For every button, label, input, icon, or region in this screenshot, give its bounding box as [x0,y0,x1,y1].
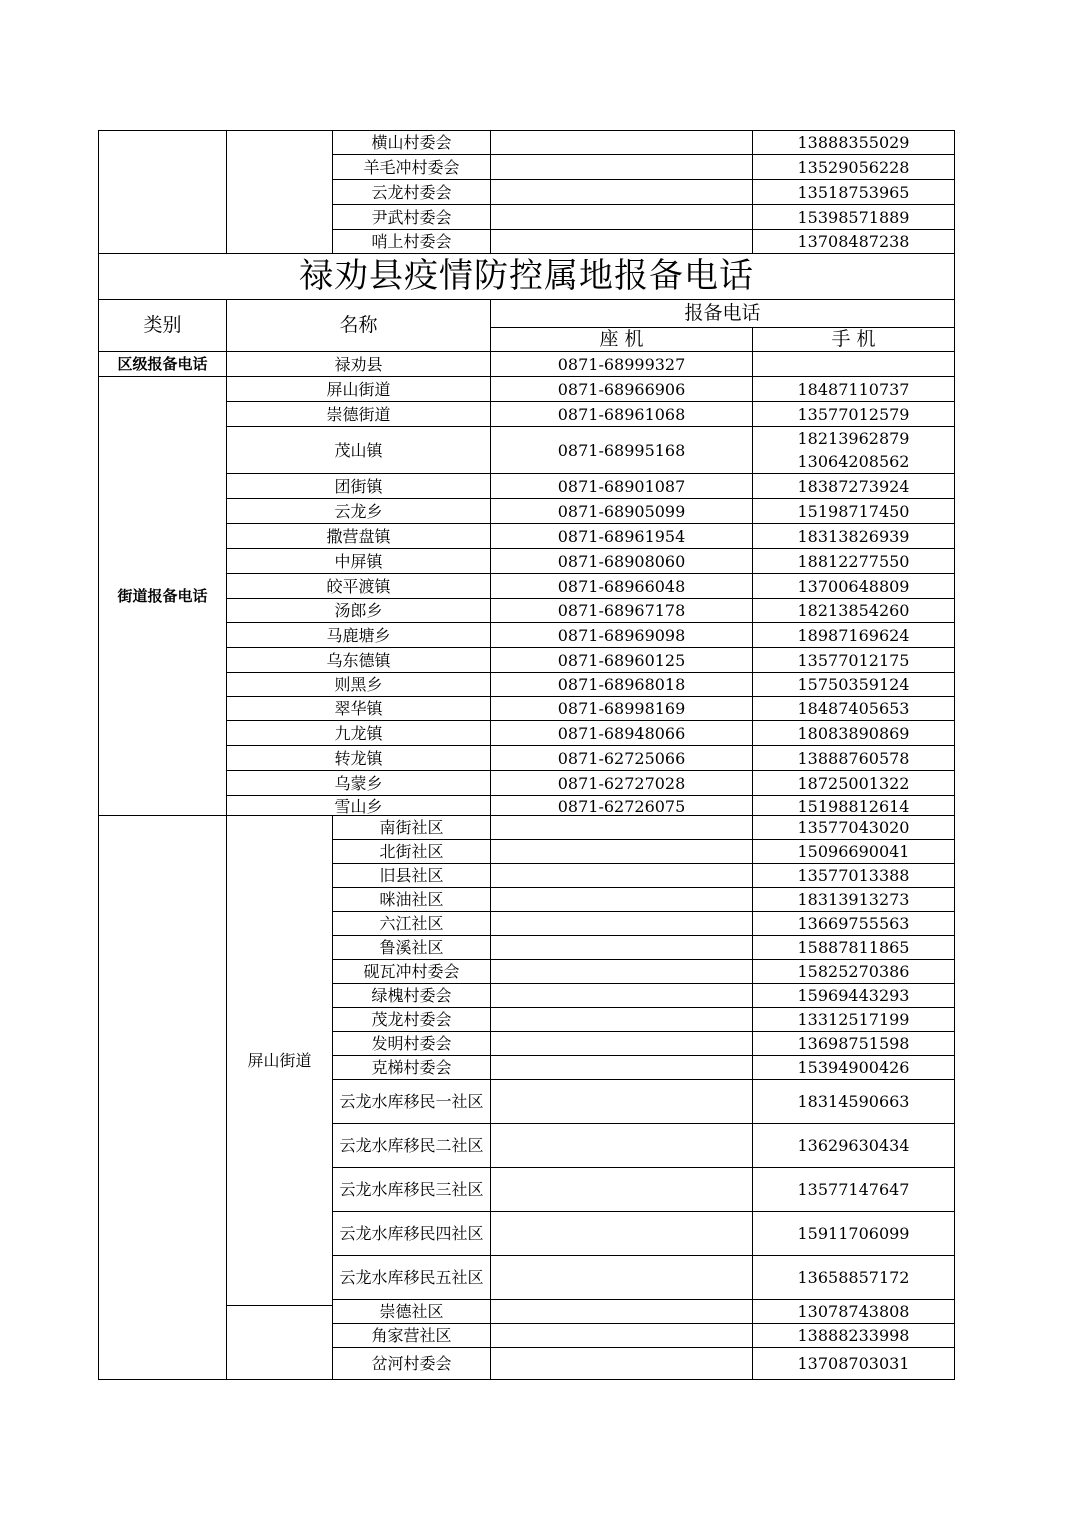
table-title: 禄劝县疫情防控属地报备电话 [98,253,955,300]
village-landline [490,935,753,960]
village-mobile: 18313913273 [752,887,955,912]
village-mobile: 13658857172 [752,1255,955,1300]
village-mobile: 13078743808 [752,1299,955,1324]
street-name: 则黑乡 [226,672,491,697]
street-category: 街道报备电话 [98,376,227,816]
table-row-name: 哨上村委会 [332,229,491,254]
village-mobile: 15096690041 [752,839,955,864]
street-name: 乌蒙乡 [226,770,491,796]
street-mobile: 13888760578 [752,745,955,771]
street-name: 茂山镇 [226,426,491,474]
county-category: 区级报备电话 [98,351,227,377]
pingshan-group: 屏山街道 [226,815,333,1306]
table-row-mobile: 13888355029 [752,130,955,155]
street-landline: 0871-68968018 [490,672,753,697]
village-name: 云龙水库移民二社区 [332,1123,491,1168]
village-name: 云龙水库移民一社区 [332,1079,491,1124]
village-name: 旧县社区 [332,863,491,888]
village-name: 云龙水库移民四社区 [332,1211,491,1256]
village-mobile: 13669755563 [752,911,955,936]
street-mobile-primary: 18213962879 [797,429,910,448]
street-landline: 0871-68995168 [490,426,753,474]
street-landline: 0871-62727028 [490,770,753,796]
village-name: 云龙水库移民五社区 [332,1255,491,1300]
table-row-name: 尹武村委会 [332,204,491,230]
street-mobile: 18725001322 [752,770,955,796]
table-row-landline [490,204,753,230]
county-mobile [752,351,955,377]
village-landline [490,911,753,936]
village-mobile: 15887811865 [752,935,955,960]
village-mobile: 13312517199 [752,1007,955,1032]
group-cell-empty [226,1305,333,1380]
street-name: 屏山街道 [226,376,491,402]
category-cell-empty [98,130,227,254]
village-name: 南街社区 [332,815,491,840]
village-mobile: 13577147647 [752,1167,955,1212]
village-name: 发明村委会 [332,1031,491,1056]
village-landline [490,1055,753,1080]
village-landline [490,839,753,864]
street-landline: 0871-68960125 [490,647,753,673]
street-mobile: 13577012175 [752,647,955,673]
village-mobile: 13888233998 [752,1323,955,1348]
village-name: 砚瓦冲村委会 [332,959,491,984]
table-row-name: 横山村委会 [332,130,491,155]
street-name: 云龙乡 [226,498,491,524]
street-landline: 0871-68966048 [490,573,753,599]
street-name: 转龙镇 [226,745,491,771]
village-mobile: 15969443293 [752,983,955,1008]
table-row-name: 羊毛冲村委会 [332,154,491,180]
header-category: 类别 [98,299,227,352]
street-landline: 0871-68905099 [490,498,753,524]
street-mobile: 18987169624 [752,622,955,648]
village-name: 角家营社区 [332,1323,491,1348]
street-name: 九龙镇 [226,720,491,746]
village-mobile: 13577013388 [752,863,955,888]
street-landline: 0871-68901087 [490,473,753,499]
village-mobile: 13708703031 [752,1347,955,1380]
village-landline [490,1211,753,1256]
street-mobile [752,426,955,474]
header-name: 名称 [226,299,491,352]
table-row-landline [490,229,753,254]
village-landline [490,1123,753,1168]
village-landline [490,1167,753,1212]
village-name: 茂龙村委会 [332,1007,491,1032]
village-name: 咪油社区 [332,887,491,912]
village-landline [490,1079,753,1124]
village-name: 克梯村委会 [332,1055,491,1080]
village-landline [490,887,753,912]
village-landline [490,983,753,1008]
village-landline [490,815,753,840]
street-name: 撒营盘镇 [226,523,491,549]
table-row-landline [490,130,753,155]
street-name: 乌东德镇 [226,647,491,673]
village-name: 崇德社区 [332,1299,491,1324]
table-row-landline [490,179,753,205]
street-name: 崇德街道 [226,401,491,427]
county-landline: 0871-68999327 [490,351,753,377]
village-mobile: 13629630434 [752,1123,955,1168]
table-row-mobile: 13518753965 [752,179,955,205]
village-name: 云龙水库移民三社区 [332,1167,491,1212]
street-mobile: 13700648809 [752,573,955,599]
table-row-mobile: 15398571889 [752,204,955,230]
street-name: 翠华镇 [226,696,491,721]
street-name: 雪山乡 [226,795,491,817]
header-landline: 座 机 [490,327,753,352]
village-landline [490,863,753,888]
street-name: 中屏镇 [226,548,491,574]
table-row-name: 云龙村委会 [332,179,491,205]
group-cell-empty [226,130,333,254]
street-mobile: 18487110737 [752,376,955,402]
header-mobile: 手 机 [752,327,955,352]
street-landline: 0871-68966906 [490,376,753,402]
table-row-mobile: 13529056228 [752,154,955,180]
street-mobile: 15198717450 [752,498,955,524]
street-mobile-secondary: 13064208562 [797,452,910,471]
phone-table [98,130,955,1380]
village-name: 绿槐村委会 [332,983,491,1008]
table-row-landline [490,154,753,180]
street-landline: 0871-68961954 [490,523,753,549]
street-mobile: 18213854260 [752,598,955,623]
street-name: 团街镇 [226,473,491,499]
street-landline: 0871-68969098 [490,622,753,648]
village-mobile: 15825270386 [752,959,955,984]
county-name: 禄劝县 [226,351,491,377]
street-landline: 0871-68998169 [490,696,753,721]
street-name: 汤郎乡 [226,598,491,623]
village-name: 鲁溪社区 [332,935,491,960]
village-mobile: 18314590663 [752,1079,955,1124]
village-name: 六江社区 [332,911,491,936]
category-cell-empty [98,815,227,1380]
header-phone-group: 报备电话 [490,299,955,328]
street-name: 马鹿塘乡 [226,622,491,648]
street-landline: 0871-68948066 [490,720,753,746]
street-mobile: 18812277550 [752,548,955,574]
village-landline [490,1031,753,1056]
street-mobile: 18313826939 [752,523,955,549]
village-mobile: 13577043020 [752,815,955,840]
street-landline: 0871-62725066 [490,745,753,771]
street-mobile: 18387273924 [752,473,955,499]
table-row-mobile: 13708487238 [752,229,955,254]
village-landline [490,959,753,984]
street-mobile: 18083890869 [752,720,955,746]
street-mobile: 13577012579 [752,401,955,427]
village-mobile: 13698751598 [752,1031,955,1056]
street-name: 皎平渡镇 [226,573,491,599]
street-landline: 0871-68908060 [490,548,753,574]
village-landline [490,1347,753,1380]
village-landline [490,1323,753,1348]
street-mobile: 15198812614 [752,795,955,817]
village-mobile: 15911706099 [752,1211,955,1256]
village-landline [490,1255,753,1300]
village-name: 北街社区 [332,839,491,864]
street-landline: 0871-68961068 [490,401,753,427]
village-mobile: 15394900426 [752,1055,955,1080]
street-landline: 0871-62726075 [490,795,753,817]
street-mobile: 18487405653 [752,696,955,721]
street-mobile: 15750359124 [752,672,955,697]
village-name: 岔河村委会 [332,1347,491,1380]
village-landline [490,1007,753,1032]
village-landline [490,1299,753,1324]
street-landline: 0871-68967178 [490,598,753,623]
